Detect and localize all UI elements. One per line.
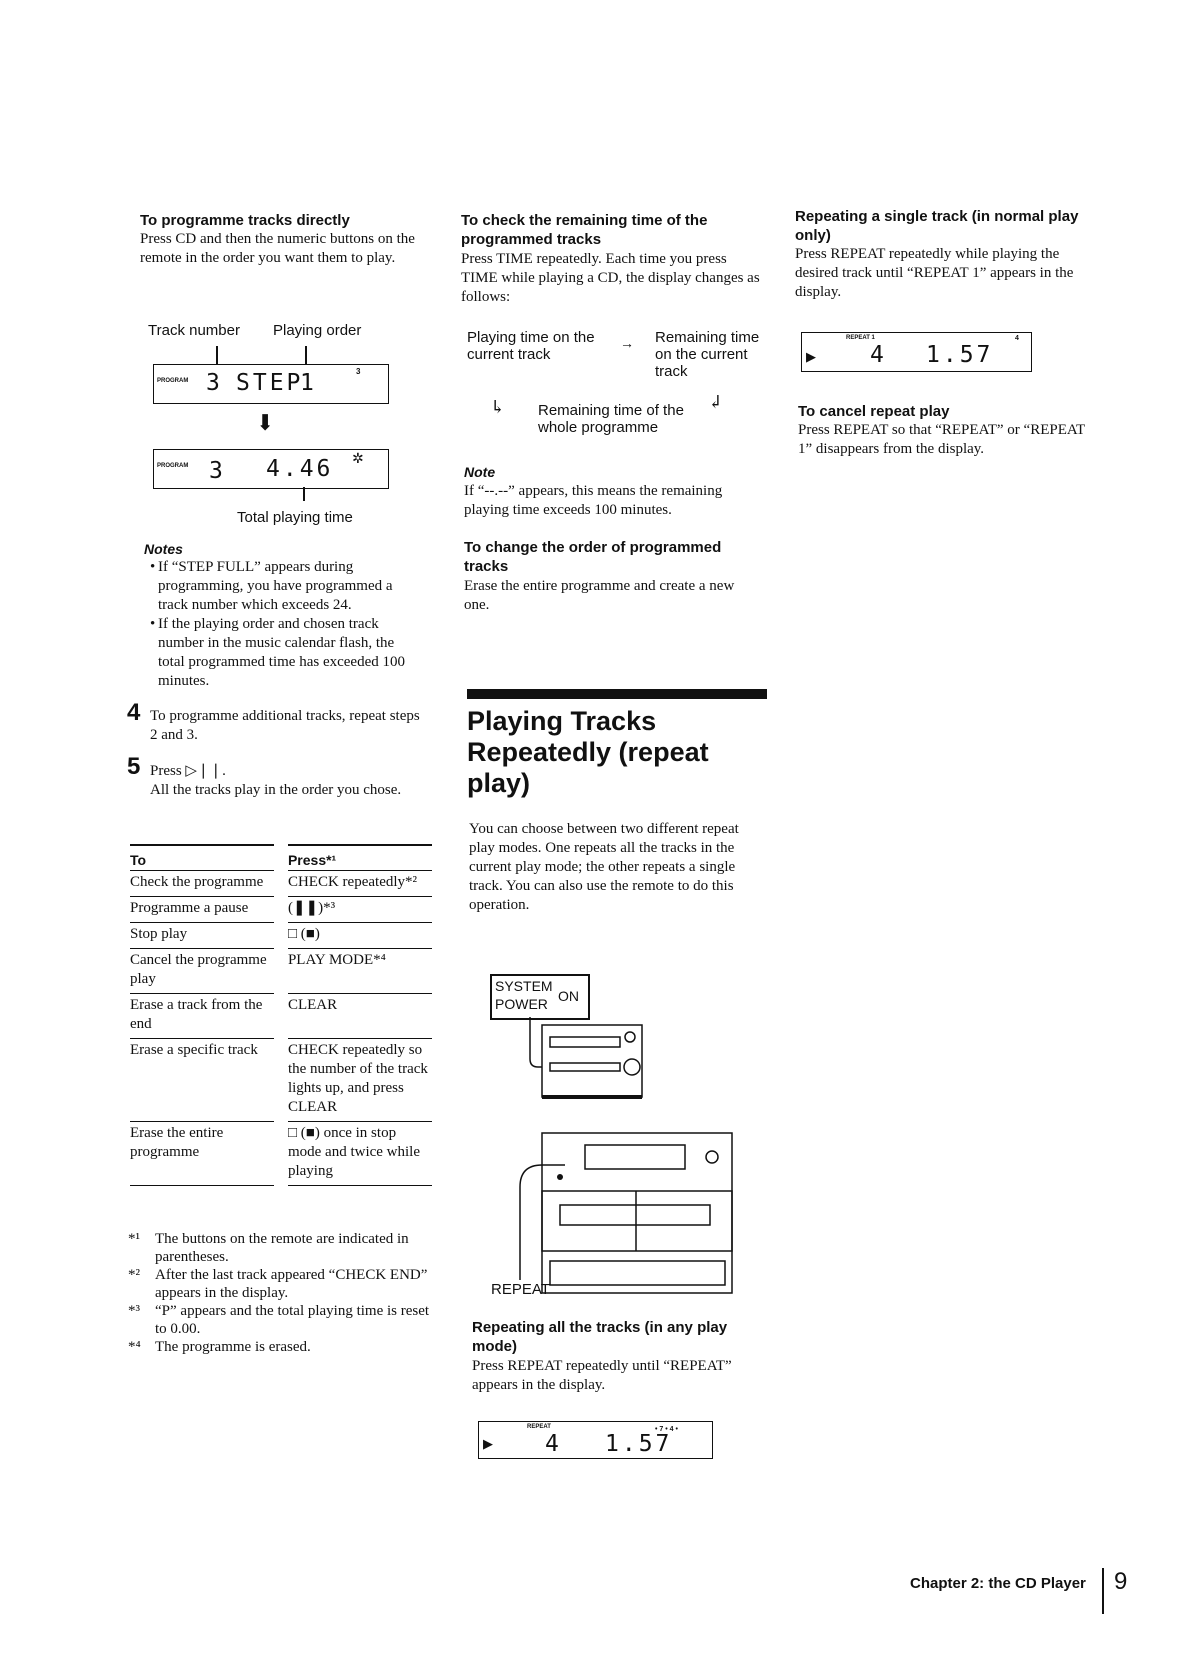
flow-remaining-current: Remaining time on the current track	[655, 329, 760, 380]
lcd-display-step: PROGRAM 3 STEP 1 3	[153, 364, 389, 404]
return-arrow-icon: ↳	[490, 397, 506, 417]
section-title-repeat-all: Repeating all the tracks (in any play mode)	[472, 1319, 728, 1355]
repeat-button-label: REPEAT	[491, 1281, 550, 1298]
page-number: 9	[1114, 1568, 1128, 1595]
notes-list	[150, 558, 420, 691]
note-text: If “--.--” appears, this means the remaining playing time exceeds 100 minutes.	[464, 483, 723, 518]
section-title-cancel-repeat: To cancel repeat play	[798, 403, 950, 420]
table-row: Programme a pause (❚❚)*³	[130, 897, 432, 923]
back-arrow-icon: ↲	[708, 392, 724, 412]
flow-playing-time: Playing time on the current track	[467, 329, 595, 363]
step-5-press: Press ▷❘❘.	[150, 763, 226, 779]
note-heading: Note	[464, 464, 496, 480]
footnote-item: *⁴ The programme is erased.	[128, 1339, 311, 1355]
footnote-item: *¹ The buttons on the remote are indicated in parentheses.	[128, 1231, 409, 1265]
play-icon: ▶	[806, 349, 816, 364]
footnote-item: *³ “P” appears and the total playing time is reset to 0.00.	[128, 1303, 430, 1337]
step-4-text: To programme additional tracks, repeat steps 2 and 3.	[150, 708, 420, 743]
lcd-display-repeat-all: REPEAT ▶ 4 1.57 • 7 • 4 •	[478, 1421, 713, 1459]
label-playing-order: Playing order	[273, 322, 362, 339]
label-total-playing-time: Total playing time	[237, 509, 353, 526]
note-item: • If the playing order and chosen track number in the music calendar flash, the total programmed time has exceeded 100 minutes.	[150, 616, 405, 689]
section-title-remaining-time: To check the remaining time of the programmed tracks	[461, 212, 708, 248]
section-body-change-order: Erase the entire programme and create a new one.	[464, 578, 735, 613]
table-row: Stop play □ (■)	[130, 923, 432, 949]
page-title: Playing Tracks Repeatedly (repeat play)	[467, 706, 709, 798]
section-title-programme-directly: To programme tracks directly	[140, 212, 350, 229]
footnote-item: *² After the last track appeared “CHECK END” appears in the display.	[128, 1267, 428, 1301]
section-title-change-order: To change the order of programmed tracks	[464, 539, 722, 575]
section-body-repeat-all: Press REPEAT repeatedly until “REPEAT” appears in the display.	[472, 1358, 732, 1393]
right-arrow-icon: →	[620, 337, 634, 352]
table-row: Erase a track from the end CLEAR	[130, 994, 432, 1039]
table-row: Erase the entire programme □ (■) once in stop mode and twice while playing	[130, 1122, 432, 1186]
chapter-label: Chapter 2: the CD Player	[910, 1575, 1086, 1592]
label-track-number: Track number	[148, 322, 240, 339]
note-item: • If “STEP FULL” appears during programming, you have programmed a track number which exceeds 24.	[150, 559, 393, 613]
section-title-repeat-single: Repeating a single track (in normal play only)	[795, 208, 1079, 244]
intro-text: You can choose between two different repeat play modes. One repeats all the tracks in the current play mode; the other repeats a single track. You can also use the remote to do this operation.	[469, 821, 739, 913]
lcd-display-total: PROGRAM 3 4.46 ✲	[153, 449, 389, 489]
footer-divider	[1102, 1568, 1104, 1614]
section-body-remaining-time: Press TIME repeatedly. Each time you press TIME while playing a CD, the display changes as follows:	[461, 251, 760, 305]
flash-icon: ✲	[352, 452, 364, 467]
notes-heading: Notes	[144, 541, 183, 557]
flow-remaining-whole: Remaining time of the whole programme	[538, 402, 684, 436]
lcd-display-repeat-single: REPEAT 1 ▶ 4 1.57 4	[801, 332, 1032, 372]
system-power-button[interactable]: SYSTEM POWER ON	[490, 974, 590, 1020]
stereo-illustration	[500, 1015, 760, 1295]
table-row: Erase a specific track CHECK repeatedly so the number of the track lights up, and press CLEAR	[130, 1039, 432, 1122]
table-row: Check the programme CHECK repeatedly*²	[130, 871, 432, 897]
section-body-cancel-repeat: Press REPEAT so that “REPEAT” or “REPEAT 1” disappears from the display.	[798, 422, 1085, 457]
footnotes	[128, 1230, 433, 1356]
section-body-repeat-single: Press REPEAT repeatedly while playing the desired track until “REPEAT 1” appears in the display.	[795, 246, 1074, 300]
table-header-to: To	[130, 844, 274, 871]
operations-table	[116, 844, 440, 1186]
step-5-text: All the tracks play in the order you chose.	[150, 782, 402, 798]
play-icon: ▶	[483, 1436, 493, 1451]
section-body-programme-directly: Press CD and then the numeric buttons on the remote in the order you want them to play.	[140, 231, 415, 266]
table-row: Cancel the programme play PLAY MODE*⁴	[130, 949, 432, 994]
heading-rule	[467, 689, 767, 699]
step-4-number: 4	[127, 699, 141, 726]
table-header-press: Press*¹	[288, 844, 432, 871]
down-arrow-icon: ⬇	[256, 410, 275, 435]
step-5-number: 5	[127, 753, 141, 780]
